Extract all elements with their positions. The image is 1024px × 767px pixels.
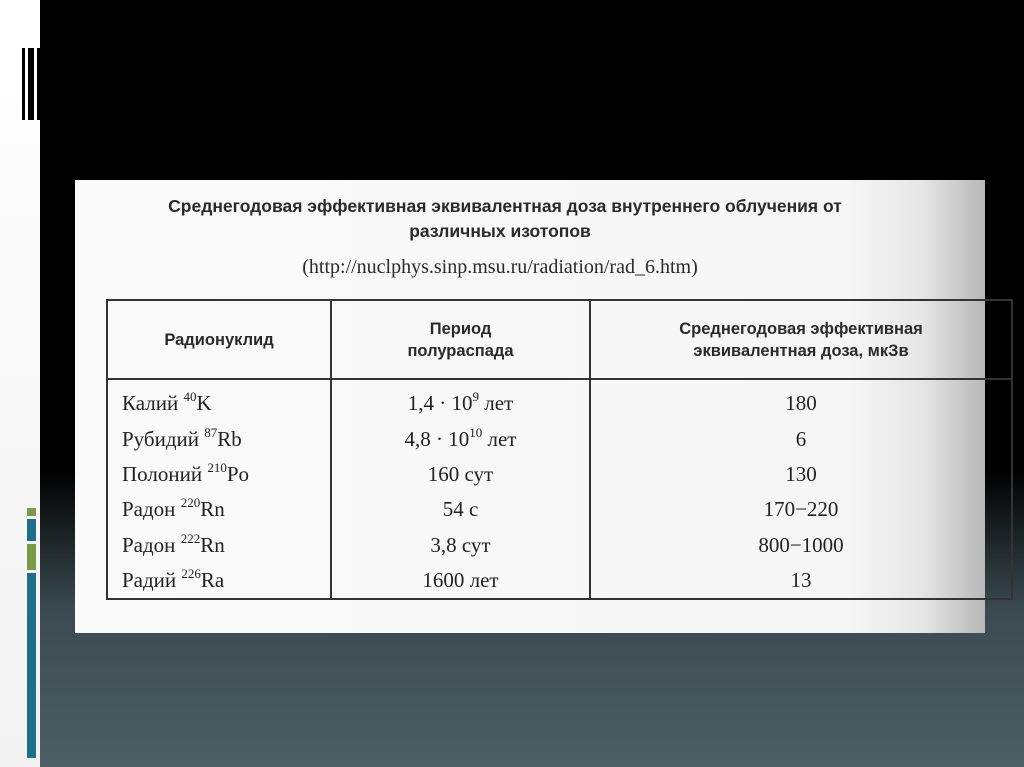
scanned-table-image bbox=[75, 180, 985, 633]
header-dose: Среднегодовая эффективная эквивалентная доза, мкЗв bbox=[590, 300, 1012, 379]
table-row bbox=[107, 527, 1012, 562]
decorative-bars-icon bbox=[18, 48, 48, 120]
table-header-row bbox=[107, 300, 1012, 379]
cell-nuclide: Рубидий $^{87}$Rb bbox=[107, 422, 331, 457]
table-row bbox=[107, 422, 1012, 457]
cell-nuclide: Радон $^{222}$Rn bbox=[107, 527, 331, 562]
side-accent-bars bbox=[27, 508, 37, 758]
table-title bbox=[75, 194, 925, 244]
cell-halflife: 1600 лет bbox=[331, 563, 590, 599]
table-row bbox=[107, 563, 1012, 599]
cell-nuclide: Радон $^{220}$Rn bbox=[107, 492, 331, 527]
header-nuclide: Радионуклид bbox=[107, 300, 331, 379]
cell-dose: 6 bbox=[795, 426, 807, 451]
cell-nuclide: Калий $^{40}$K bbox=[107, 379, 331, 422]
dose-table bbox=[106, 299, 1013, 600]
cell-dose: 13 bbox=[790, 567, 812, 592]
cell-dose: 130 bbox=[785, 461, 817, 486]
table-row bbox=[107, 457, 1012, 492]
cell-halflife: $4,8 \cdot 10^{10}$ лет bbox=[331, 422, 590, 457]
cell-dose: 180 bbox=[785, 391, 817, 416]
table-row bbox=[107, 379, 1012, 422]
cell-halflife: $1,4 \cdot 10^9$ лет bbox=[331, 379, 590, 422]
cell-nuclide: Радий $^{226}$Ra bbox=[107, 563, 331, 599]
table-row bbox=[107, 492, 1012, 527]
cell-dose: 800−1000 bbox=[758, 532, 844, 557]
header-halflife: Период полураспада bbox=[331, 300, 590, 379]
cell-halflife: 160 сут bbox=[331, 457, 590, 492]
cell-dose: 170−220 bbox=[763, 497, 839, 522]
cell-halflife: 3,8 сут bbox=[331, 527, 590, 562]
source-link-text: (http://nuclphys.sinp.msu.ru/radiation/rad_6.htm) bbox=[302, 256, 698, 278]
table-title-line2: различных изотопов bbox=[409, 221, 591, 241]
table-title-line1: Среднегодовая эффективная эквивалентная доза внутреннего облучения от bbox=[168, 196, 842, 216]
cell-nuclide: Полоний $^{210}$Po bbox=[107, 457, 331, 492]
cell-halflife: 54 с bbox=[331, 492, 590, 527]
